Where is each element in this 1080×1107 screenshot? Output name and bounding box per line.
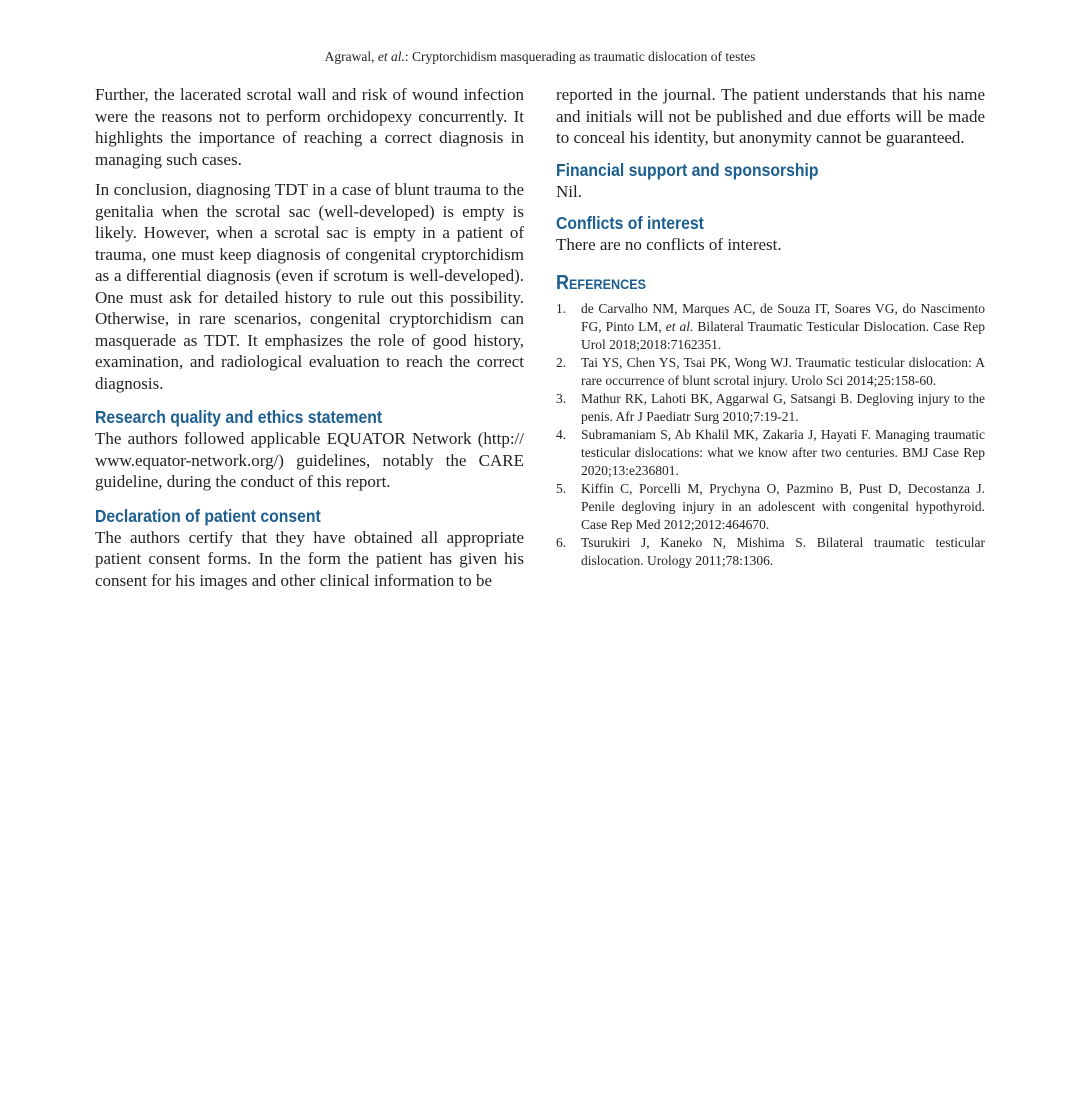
reference-number: 3.	[556, 390, 567, 406]
references-list	[556, 300, 985, 570]
reference-item	[556, 300, 985, 354]
reference-number: 5.	[556, 480, 567, 496]
patient-consent-heading: Declaration of patient consent	[95, 505, 321, 526]
reference-text: Tai YS, Chen YS, Tsai PK, Wong WJ. Traumatic testicular dislocation: A rare occurrence of blunt scrotal injury. Urolo Sci 2014;25:158-60.	[581, 354, 985, 388]
research-quality-heading: Research quality and ethics statement	[95, 407, 383, 427]
reference-text: Subramaniam S, Ab Khalil MK, Zakaria J, Hayati F. Managing traumatic testicular dislocations: what we know after two centuries. BMJ Case Rep 2020;13:e236801.	[581, 426, 985, 478]
reference-item	[556, 390, 985, 426]
reference-item	[556, 534, 985, 570]
reference-number: 2.	[556, 354, 567, 370]
running-head-authors: Agrawal,	[324, 49, 378, 64]
references-heading: References	[556, 271, 647, 294]
reference-text: de Carvalho NM, Marques AC, de Souza IT, Soares VG, do Nascimento FG, Pinto LM,	[581, 300, 985, 334]
running-head-etal: et al.	[377, 49, 405, 64]
right-column	[556, 84, 985, 570]
reference-text: Tsurukiri J, Kaneko N, Mishima S. Bilateral traumatic testicular dislocation. Urology 2011;78:1306.	[581, 534, 985, 568]
conclusion-paragraph: In conclusion, diagnosing TDT in a case of blunt trauma to the genitalia when the scrotal sac (well-developed) is empty is likely. However, when a scrotal sac is empty in a patient of trauma, one must keep diagnosis of congenital cryptorchidism as a differential diagnosis (even if scrotum is well-developed). One must ask for detailed history to rule out this possibility. Otherwise, in rare scenarios, congenital cryptorchidism can masquerade as TDT. It emphasizes the role of good history, examination, and radiological evaluation to reach the correct diagnosis.	[95, 180, 524, 393]
reference-number: 1.	[556, 300, 567, 316]
reference-item	[556, 426, 985, 480]
running-head-title: : Cryptorchidism masquerading as traumatic dislocation of testes	[404, 49, 756, 64]
reference-number: 6.	[556, 534, 567, 550]
reference-item	[556, 480, 985, 534]
conflicts-text: There are no conflicts of interest.	[556, 235, 782, 254]
reference-text: Mathur RK, Lahoti BK, Aggarwal G, Satsangi B. Degloving injury to the penis. Afr J Paediatr Surg 2010;7:19-21.	[581, 390, 985, 424]
financial-support-heading: Financial support and sponsorship	[556, 159, 819, 180]
reference-item	[556, 354, 985, 390]
reference-text-end: Bilateral Traumatic Testicular Dislocation. Case Rep Urol 2018;2018:7162351.	[581, 318, 985, 352]
reference-text: Kiffin C, Porcelli M, Prychyna O, Pazmino B, Pust D, Decostanza J. Penile degloving injury in an adolescent with congenital hypothyroid. Case Rep Med 2012;2012:464670.	[581, 480, 985, 532]
reference-number: 4.	[556, 426, 567, 442]
patient-consent-continued: reported in the journal. The patient understands that his name and initials will not be published and due efforts will be made to conceal his identity, but anonymity cannot be guaranteed.	[556, 85, 985, 147]
discussion-paragraph: Further, the lacerated scrotal wall and risk of wound infection were the reasons not to perform orchidopexy concurrently. It highlights the importance of reaching a correct diagnosis in managing such cases.	[95, 85, 524, 169]
running-head	[0, 48, 1080, 66]
left-column	[95, 84, 524, 591]
patient-consent-text: The authors certify that they have obtained all appropriate patient consent forms. In the form the patient has given his consent for his images and other clinical information to be	[95, 527, 524, 590]
financial-support-text: Nil.	[556, 181, 582, 201]
reference-etal: et al.	[665, 318, 694, 334]
research-quality-text: The authors followed applicable EQUATOR Network (http:// www.equator-network.org/) guidelines, notably the CARE guideline, during the conduct of this report.	[95, 429, 524, 491]
conflicts-heading: Conflicts of interest	[556, 213, 704, 233]
